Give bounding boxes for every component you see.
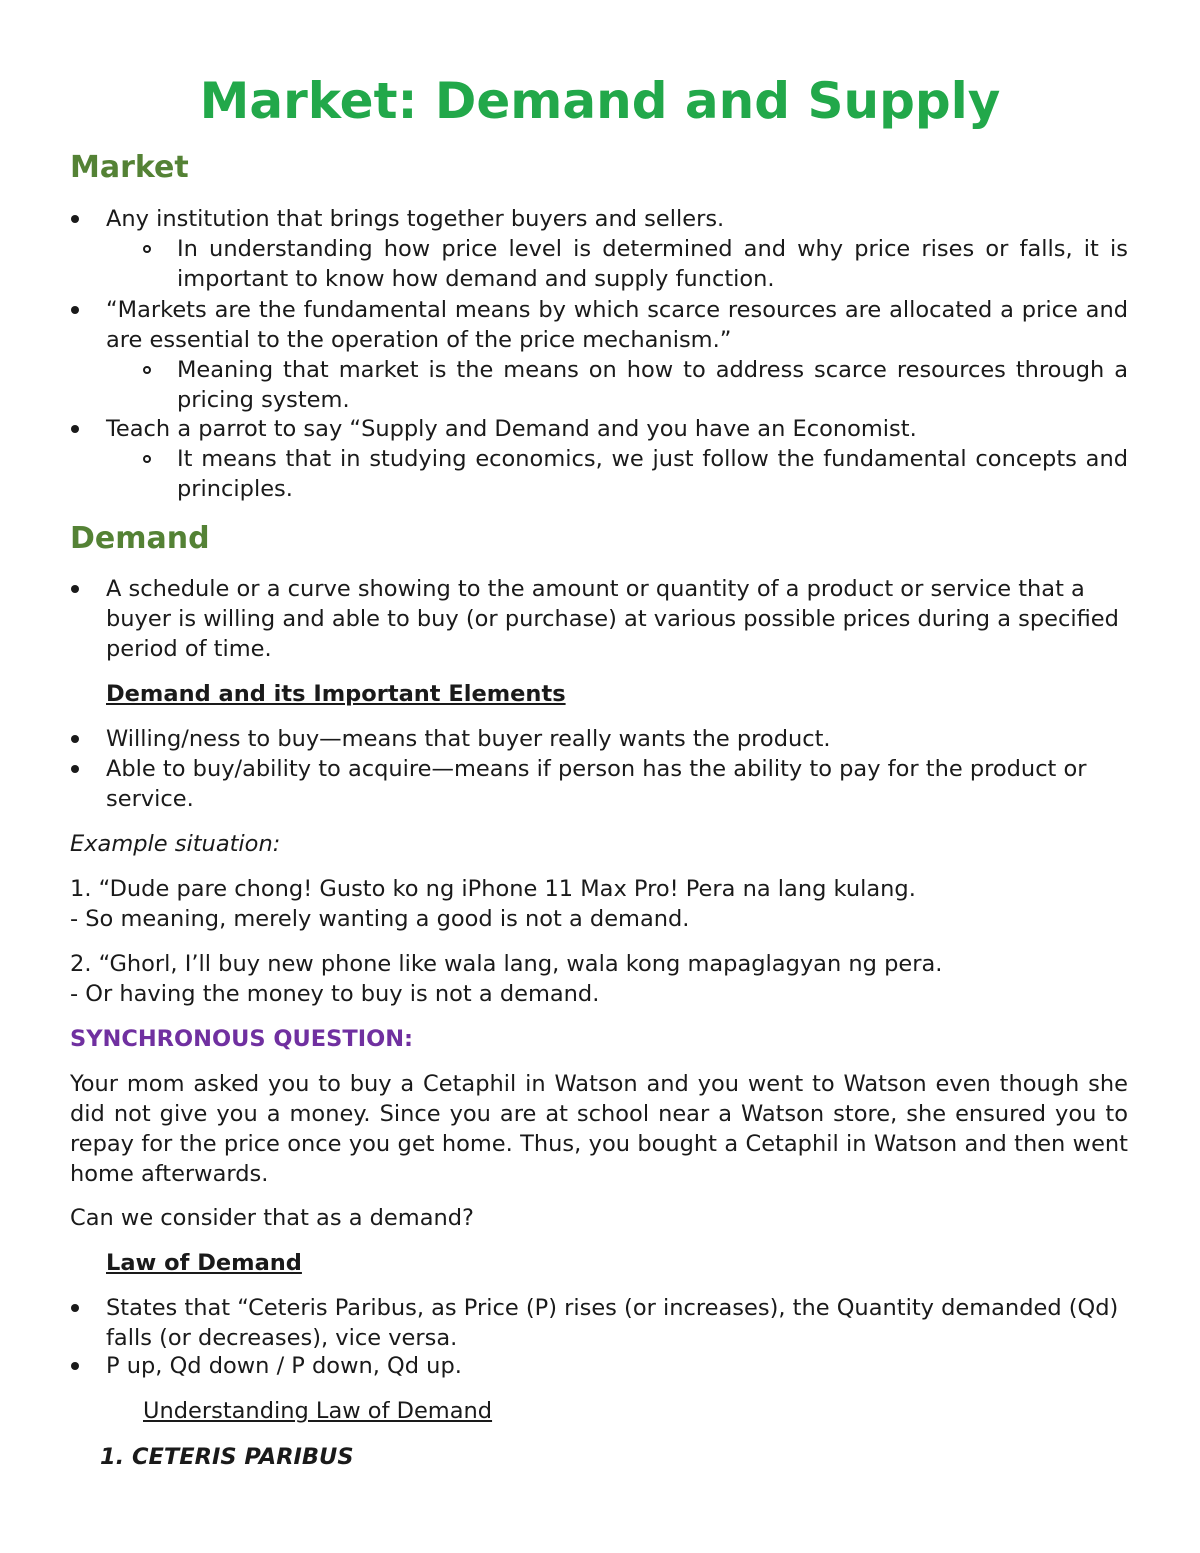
sub-bullet-icon xyxy=(143,366,151,374)
example-2-note: - Or having the money to buy is not a demand. xyxy=(70,981,600,1007)
bullet-icon xyxy=(71,215,79,223)
synchronous-question-text: Your mom asked you to buy a Cetaphil in Watson and you went to Watson even though she did not give you a money. Since you are at school near a Watson store, she ensured you to repay for the price once you get home. Thus, you bought a Cetaphil in Watson and then went home afterwards. xyxy=(70,1071,1128,1187)
market-bullet-3: Teach a parrot to say “Supply and Demand and you have an Economist. xyxy=(106,416,917,442)
page-title: Market: Demand and Supply xyxy=(199,72,1001,130)
ceteris-paribus-heading: 1. CETERIS PARIBUS xyxy=(100,1444,354,1470)
sub-bullet-icon xyxy=(143,245,151,253)
element-ability: Able to buy/ability to acquire—means if person has the ability to pay for the product or service. xyxy=(106,756,1087,812)
law-of-demand-summary: P up, Qd down / P down, Qd up. xyxy=(106,1353,462,1379)
law-of-demand-statement: States that “Ceteris Paribus, as Price (P) rises (or increases), the Quantity demanded (Qd) falls (or decreases), vice versa. xyxy=(106,1295,1119,1351)
bullet-icon xyxy=(71,735,79,743)
example-1-note: - So meaning, merely wanting a good is not a demand. xyxy=(70,906,690,932)
bullet-icon xyxy=(71,585,79,593)
bullet-icon xyxy=(71,306,79,314)
market-sub-bullet-2: Meaning that market is the means on how to address scarce resources through a pricing system. xyxy=(177,357,1128,413)
market-sub-bullet-1: In understanding how price level is determined and why price rises or falls, it is important to know how demand and supply function. xyxy=(177,236,1128,292)
market-heading: Market xyxy=(70,150,189,185)
bullet-icon xyxy=(71,1362,79,1370)
elements-heading: Demand and its Important Elements xyxy=(106,681,566,707)
bullet-icon xyxy=(71,1304,79,1312)
sub-bullet-icon xyxy=(143,455,151,463)
market-sub-bullet-3: It means that in studying economics, we just follow the fundamental concepts and principles. xyxy=(177,446,1128,502)
demand-definition: A schedule or a curve showing to the amount or quantity of a product or service that a buyer is willing and able to buy (or purchase) at various possible prices during a specified period of time. xyxy=(106,576,1119,662)
bullet-icon xyxy=(71,425,79,433)
synchronous-question-prompt: Can we consider that as a demand? xyxy=(70,1205,474,1231)
understanding-law-heading: Understanding Law of Demand xyxy=(143,1398,493,1424)
synchronous-question-label: SYNCHRONOUS QUESTION: xyxy=(70,1026,414,1052)
element-willingness: Willing/ness to buy—means that buyer really wants the product. xyxy=(106,726,831,752)
demand-heading: Demand xyxy=(70,521,210,556)
example-label: Example situation: xyxy=(70,831,281,857)
market-bullet-1: Any institution that brings together buyers and sellers. xyxy=(106,206,725,232)
market-bullet-2: “Markets are the fundamental means by which scarce resources are allocated a price and are essential to the operation of the price mechanism.” xyxy=(106,297,1128,353)
example-1-quote: 1. “Dude pare chong! Gusto ko ng iPhone 11 Max Pro! Pera na lang kulang. xyxy=(70,876,916,902)
bullet-icon xyxy=(71,765,79,773)
example-2-quote: 2. “Ghorl, I’ll buy new phone like wala lang, wala kong mapaglagyan ng pera. xyxy=(70,951,943,977)
law-of-demand-heading: Law of Demand xyxy=(106,1250,302,1276)
